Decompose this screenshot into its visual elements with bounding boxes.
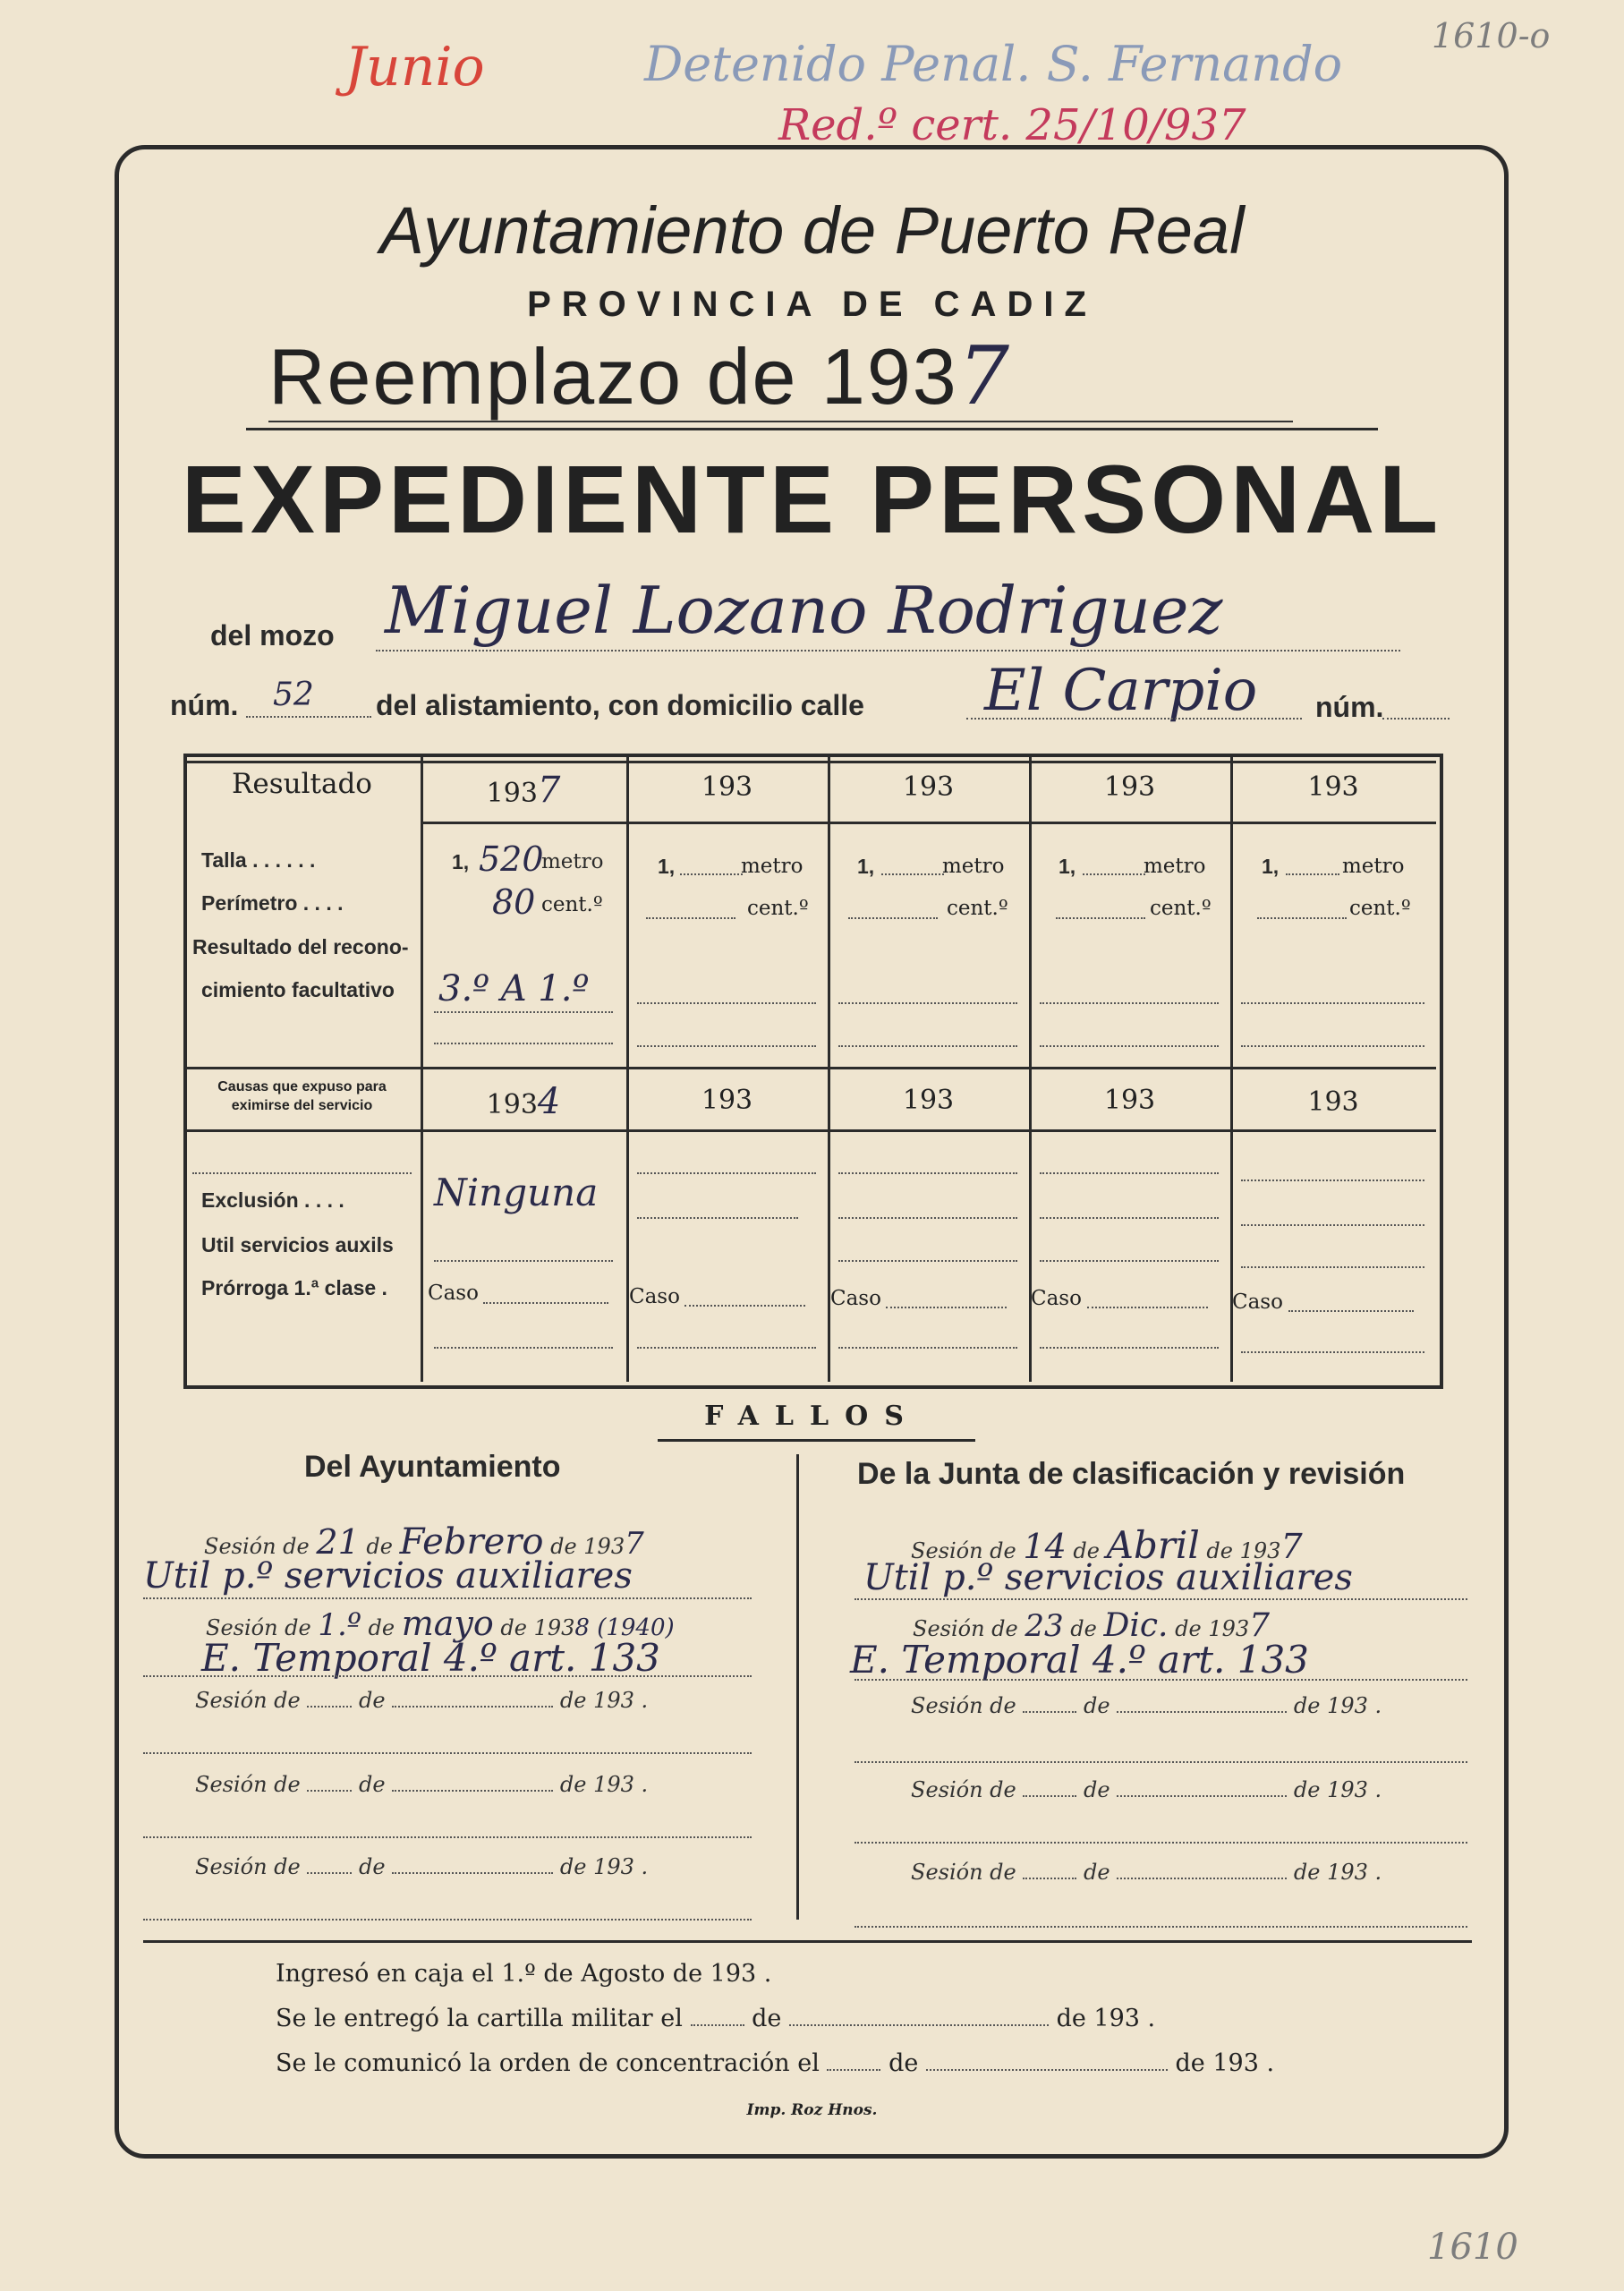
cent-label-col5: cent.º: [1349, 897, 1411, 920]
ayto-sesion-1-year-digit: 7: [625, 1526, 644, 1562]
ayto-sesion-1-year: de 193: [550, 1534, 625, 1559]
ayto-decision-2-line: [143, 1675, 752, 1677]
junta-sesion-2-year-digit: 7: [1249, 1607, 1271, 1644]
col5-dot-b: [1241, 1045, 1424, 1047]
reconocimiento-label-2: cimiento facultativo: [201, 978, 395, 1001]
cent-label-col1: cent.º: [541, 893, 603, 916]
red-note: Junio: [344, 36, 485, 98]
orden-month-line: [926, 2069, 1168, 2071]
perimetro-label: Perímetro . . . .: [201, 891, 344, 915]
metro-label-col1: metro: [541, 850, 604, 873]
num-value: 52: [273, 677, 314, 713]
talla-line-col5: [1286, 873, 1339, 875]
col3-dot-b: [838, 1045, 1017, 1047]
junta-sesion-4-de: de: [1084, 1777, 1110, 1802]
lower-col4-dot-c: [1040, 1260, 1219, 1262]
ayto-sesion-5-de: de: [359, 1854, 386, 1879]
upper-section-bottom: [183, 1067, 1436, 1069]
caso-line-col5: [1288, 1310, 1414, 1312]
junta-decision-2: E. Temporal 4.º art. 133: [850, 1638, 1309, 1682]
lower-col3-dot-c: [838, 1260, 1017, 1262]
year-header-3: 193: [902, 771, 955, 803]
municipality-title: Ayuntamiento de Puerto Real: [379, 193, 1245, 268]
caso-col2: Caso: [629, 1285, 680, 1308]
junta-sesion-3-month-line: [1117, 1711, 1287, 1713]
domicilio-label: del alistamiento, con domicilio calle: [376, 689, 864, 721]
header-row-bottom: [421, 822, 1436, 824]
talla-line-col3: [881, 873, 944, 875]
causas-year-1-label: 193: [486, 1089, 538, 1120]
metro-label-col5: metro: [1342, 855, 1405, 878]
corner-number: 1610-o: [1432, 16, 1551, 55]
talla-prefix-col3: 1,: [857, 855, 875, 878]
caso-line-col1: [483, 1302, 608, 1304]
junta-sesion-4-year: de 193: [1293, 1777, 1368, 1802]
causas-year-5: 193: [1307, 1086, 1359, 1118]
orden-year: de 193: [1175, 2049, 1259, 2077]
junta-sesion-1-label: Sesión de: [911, 1538, 1016, 1563]
col4-dot-a: [1040, 1002, 1219, 1004]
col5-dot-a: [1241, 1002, 1424, 1004]
reemplazo-label: Reemplazo de 193: [268, 332, 958, 421]
causas-year-4: 193: [1103, 1085, 1156, 1116]
junta-decision-2-line: [855, 1679, 1467, 1681]
orden-day-line: [827, 2069, 880, 2071]
col-line-1: [421, 757, 423, 1382]
ayto-sesion-2-day: 1.º: [318, 1607, 361, 1643]
ayto-sesion-2-year: de 193: [500, 1615, 575, 1640]
junta-sesion-2-de: de: [1070, 1616, 1097, 1641]
year-header-1: [421, 770, 626, 811]
junta-sesion-1-day: 14: [1023, 1527, 1067, 1566]
ayto-sesion-5-line: [143, 1919, 752, 1921]
junta-sesion-2-day: 23: [1025, 1608, 1064, 1644]
cent-label-col4: cent.º: [1150, 897, 1212, 920]
ayto-sesion-2-month: mayo: [401, 1604, 494, 1643]
junta-sesion-5-month-line: [1117, 1878, 1287, 1879]
caso-col3: Caso: [830, 1287, 881, 1310]
footer-rule: [143, 1940, 1472, 1943]
junta-sesion-3-label: Sesión de: [911, 1693, 1016, 1718]
col3-dot-a: [838, 1002, 1017, 1004]
junta-sesion-4-line: [855, 1842, 1467, 1844]
junta-heading: De la Junta de clasificación y revisión: [857, 1457, 1406, 1491]
lower-col4-dot-a: [1040, 1172, 1219, 1174]
talla-prefix-col4: 1,: [1059, 855, 1076, 878]
ayto-sesion-3-de: de: [359, 1688, 386, 1713]
cent-line-col2: [646, 917, 735, 919]
junta-sesion-5-line: [855, 1926, 1467, 1928]
reemplazo-underline: [268, 421, 1293, 422]
ayto-sesion-4-month-line: [392, 1790, 553, 1792]
year-header-5: 193: [1307, 771, 1359, 803]
col2-dot-a: [637, 1002, 816, 1004]
lower-col2-dot-c: [637, 1347, 816, 1349]
junta-sesion-4-label: Sesión de: [911, 1777, 1016, 1802]
junta-sesion-2-label: Sesión de: [913, 1616, 1018, 1641]
ayto-sesion-4-label: Sesión de: [195, 1772, 301, 1797]
ayto-sesion-5-label: Sesión de: [195, 1854, 301, 1879]
junta-sesion-3-line: [855, 1761, 1467, 1763]
cartilla-de: de: [752, 2005, 782, 2032]
lower-col2-dot-a: [637, 1172, 816, 1174]
name-line: [376, 650, 1400, 652]
prorroga-label: Prórroga 1.ª clase .: [201, 1276, 387, 1299]
junta-sesion-1-year-digit: 7: [1280, 1527, 1303, 1566]
caso-line-col2: [684, 1305, 805, 1307]
talla-prefix-col5: 1,: [1262, 855, 1280, 878]
lower-col3-dot-b: [838, 1217, 1017, 1219]
year-header-1-label: 193: [486, 778, 538, 809]
ingreso-text: Ingresó en caja el 1.º de Agosto de 193: [276, 1960, 757, 1988]
col4-dot-b: [1040, 1045, 1219, 1047]
ayto-sesion-4: Sesión de de de 193 .: [195, 1772, 649, 1797]
cent-line-col3: [848, 917, 938, 919]
junta-decision-1-line: [855, 1598, 1467, 1600]
cartilla-year: de 193: [1056, 2005, 1140, 2032]
caso-line-col3: [886, 1307, 1007, 1308]
header-rule: [246, 428, 1378, 430]
ayto-sesion-3-label: Sesión de: [195, 1688, 301, 1713]
ayto-sesion-3-year: de 193: [559, 1688, 634, 1713]
fallos-divider: [796, 1454, 799, 1920]
street-line: [966, 718, 1302, 720]
col1-dot-b: [434, 1043, 613, 1044]
lower-col5-dot-b: [1241, 1224, 1424, 1226]
junta-sesion-5-day-line: [1023, 1878, 1076, 1879]
junta-sesion-5-de: de: [1084, 1860, 1110, 1885]
lower-col1-dot-a: [434, 1260, 613, 1262]
junta-sesion-5-label: Sesión de: [911, 1860, 1016, 1885]
causas-year-1: [421, 1081, 626, 1122]
ayto-sesion-4-year: de 193: [559, 1772, 634, 1797]
causas-year-3: 193: [902, 1085, 955, 1116]
talla-prefix-col1: 1,: [452, 850, 470, 873]
ayto-decision-1: Util p.º servicios auxiliares: [143, 1555, 633, 1597]
ayto-sesion-4-de: de: [359, 1772, 386, 1797]
lower-col4-dot-b: [1040, 1217, 1219, 1219]
ayto-sesion-4-day-line: [307, 1790, 352, 1792]
metro-label-col2: metro: [741, 855, 803, 878]
ayto-decision-2: E. Temporal 4.º art. 133: [201, 1636, 660, 1680]
year-header-2: 193: [701, 771, 753, 803]
causas-label-2: eximirse del servicio: [231, 1098, 373, 1113]
faint-note: Detenido Penal. S. Fernando: [644, 36, 1343, 92]
reconocimiento-value: 3.º A 1.º: [438, 968, 590, 1009]
junta-sesion-1-year: de 193: [1206, 1538, 1281, 1563]
talla-line-col2: [680, 873, 743, 875]
metro-label-col3: metro: [942, 855, 1005, 878]
causas-row-bottom: [183, 1129, 1436, 1132]
cent-line-col4: [1056, 917, 1145, 919]
lower-col3-dot-d: [838, 1347, 1017, 1349]
year-header-1-digit: 7: [537, 770, 561, 811]
junta-sesion-2-year: de 193: [1175, 1616, 1250, 1641]
ayto-sesion-1-de: de: [366, 1534, 393, 1559]
resultado-label: Resultado: [232, 768, 372, 800]
junta-sesion-1-month: Abril: [1106, 1523, 1200, 1567]
person-name: Miguel Lozano Rodriguez: [385, 573, 1223, 648]
cartilla-day-line: [691, 2024, 744, 2026]
lower-col5-dot-d: [1241, 1351, 1424, 1353]
orden-text: Se le comunicó la orden de concentración el: [276, 2049, 820, 2077]
year-header-4: 193: [1103, 771, 1156, 803]
metro-label-col4: metro: [1144, 855, 1206, 878]
ayto-sesion-3-day-line: [307, 1706, 352, 1708]
junta-sesion-4-month-line: [1117, 1795, 1287, 1797]
ayto-sesion-1-label: Sesión de: [204, 1534, 310, 1559]
causas-year-1-digit: 4: [537, 1081, 561, 1122]
bottom-number: 1610: [1427, 2227, 1518, 2268]
caso-col1: Caso: [428, 1282, 479, 1305]
junta-decision-1: Util p.º servicios auxiliares: [863, 1557, 1353, 1598]
del-mozo-label: del mozo: [210, 619, 335, 652]
ayto-sesion-1-month: Febrero: [399, 1521, 544, 1563]
col1-dot-a: [434, 1011, 613, 1013]
table-top-rule: [183, 761, 1436, 763]
talla-line-col4: [1083, 873, 1145, 875]
ayto-sesion-1-day: 21: [316, 1522, 360, 1562]
junta-sesion-2-month: Dic.: [1103, 1607, 1169, 1644]
street-num-label: núm.: [1315, 691, 1384, 723]
ayto-decision-1-line: [143, 1597, 752, 1599]
ayto-sesion-3-line: [143, 1752, 752, 1754]
lower-col4-dot-d: [1040, 1347, 1219, 1349]
ayto-sesion-2-label: Sesión de: [206, 1615, 311, 1640]
talla-label: Talla . . . . . .: [201, 848, 316, 872]
document-title: EXPEDIENTE PERSONAL: [181, 445, 1443, 553]
lower-label-dot: [192, 1172, 412, 1174]
junta-sesion-5-year: de 193: [1293, 1860, 1368, 1885]
causas-label-1: Causas que expuso para: [217, 1079, 387, 1094]
ayto-sesion-3: Sesión de de de 193 .: [195, 1688, 649, 1713]
junta-sesion-3-year: de 193: [1293, 1693, 1368, 1718]
fallos-title: FALLOS: [704, 1401, 920, 1432]
cartilla-line: Se le entregó la cartilla militar el de de 193 .: [276, 2005, 1156, 2032]
talla-value: 520: [479, 839, 544, 879]
ayto-sesion-5-month-line: [392, 1872, 553, 1874]
exclusion-label: Exclusión . . . .: [201, 1188, 344, 1212]
reemplazo-title: [268, 329, 1011, 423]
junta-sesion-4: Sesión de de de 193 .: [911, 1777, 1382, 1802]
orden-line: Se le comunicó la orden de concentración el de de 193 .: [276, 2049, 1275, 2077]
ayto-sesion-5: Sesión de de de 193 .: [195, 1854, 649, 1879]
ayto-sesion-5-day-line: [307, 1872, 352, 1874]
cent-label-col2: cent.º: [747, 897, 809, 920]
junta-sesion-1-de: de: [1073, 1538, 1100, 1563]
talla-prefix-col2: 1,: [658, 855, 676, 878]
exclusion-value: Ninguna: [434, 1171, 599, 1214]
lower-col5-dot-a: [1241, 1180, 1424, 1181]
cent-line-col5: [1257, 917, 1347, 919]
ayto-sesion-3-month-line: [392, 1706, 553, 1708]
num-label: núm.: [170, 689, 239, 721]
junta-sesion-3-de: de: [1084, 1693, 1110, 1718]
orden-de: de: [889, 2049, 919, 2077]
col-line-5: [1230, 757, 1233, 1382]
street-value: El Carpio: [984, 658, 1258, 724]
reemplazo-digit: 7: [957, 329, 1011, 423]
junta-sesion-4-day-line: [1023, 1795, 1076, 1797]
cartilla-text: Se le entregó la cartilla militar el: [276, 2005, 683, 2032]
province-label: PROVINCIA DE CADIZ: [527, 285, 1097, 324]
num-line: [246, 716, 371, 718]
ayto-sesion-4-line: [143, 1836, 752, 1838]
ayto-sesion-2-de: de: [368, 1615, 395, 1640]
junta-sesion-5: Sesión de de de 193 .: [911, 1860, 1382, 1885]
lower-col5-dot-c: [1241, 1266, 1424, 1268]
lower-col2-dot-b: [637, 1217, 798, 1219]
ayuntamiento-heading: Del Ayuntamiento: [304, 1450, 561, 1484]
lower-col1-dot-b: [434, 1347, 613, 1349]
fallos-rule: [658, 1439, 975, 1442]
ayto-sesion-2-year-digit: 8 (1940): [574, 1614, 675, 1641]
util-label: Util servicios auxils: [201, 1233, 394, 1256]
junta-sesion-3-day-line: [1023, 1711, 1076, 1713]
caso-col4: Caso: [1031, 1287, 1082, 1310]
ingreso-line: Ingresó en caja el 1.º de Agosto de 193 .: [276, 1960, 772, 1988]
street-num-line: [1382, 718, 1450, 720]
causas-year-2: 193: [701, 1085, 753, 1116]
caso-line-col4: [1087, 1307, 1208, 1308]
pink-note: Red.º cert. 25/10/937: [778, 100, 1246, 150]
reconocimiento-label-1: Resultado del recono-: [192, 935, 409, 958]
cartilla-month-line: [789, 2024, 1049, 2026]
lower-col3-dot-a: [838, 1172, 1017, 1174]
cent-label-col3: cent.º: [947, 897, 1008, 920]
junta-sesion-3: Sesión de de de 193 .: [911, 1693, 1382, 1718]
printer-label: Imp. Roz Hnos.: [746, 2101, 878, 2119]
perimetro-value: 80: [492, 882, 536, 922]
ayto-sesion-5-year: de 193: [559, 1854, 634, 1879]
caso-col5: Caso: [1232, 1290, 1283, 1314]
col2-dot-b: [637, 1045, 816, 1047]
